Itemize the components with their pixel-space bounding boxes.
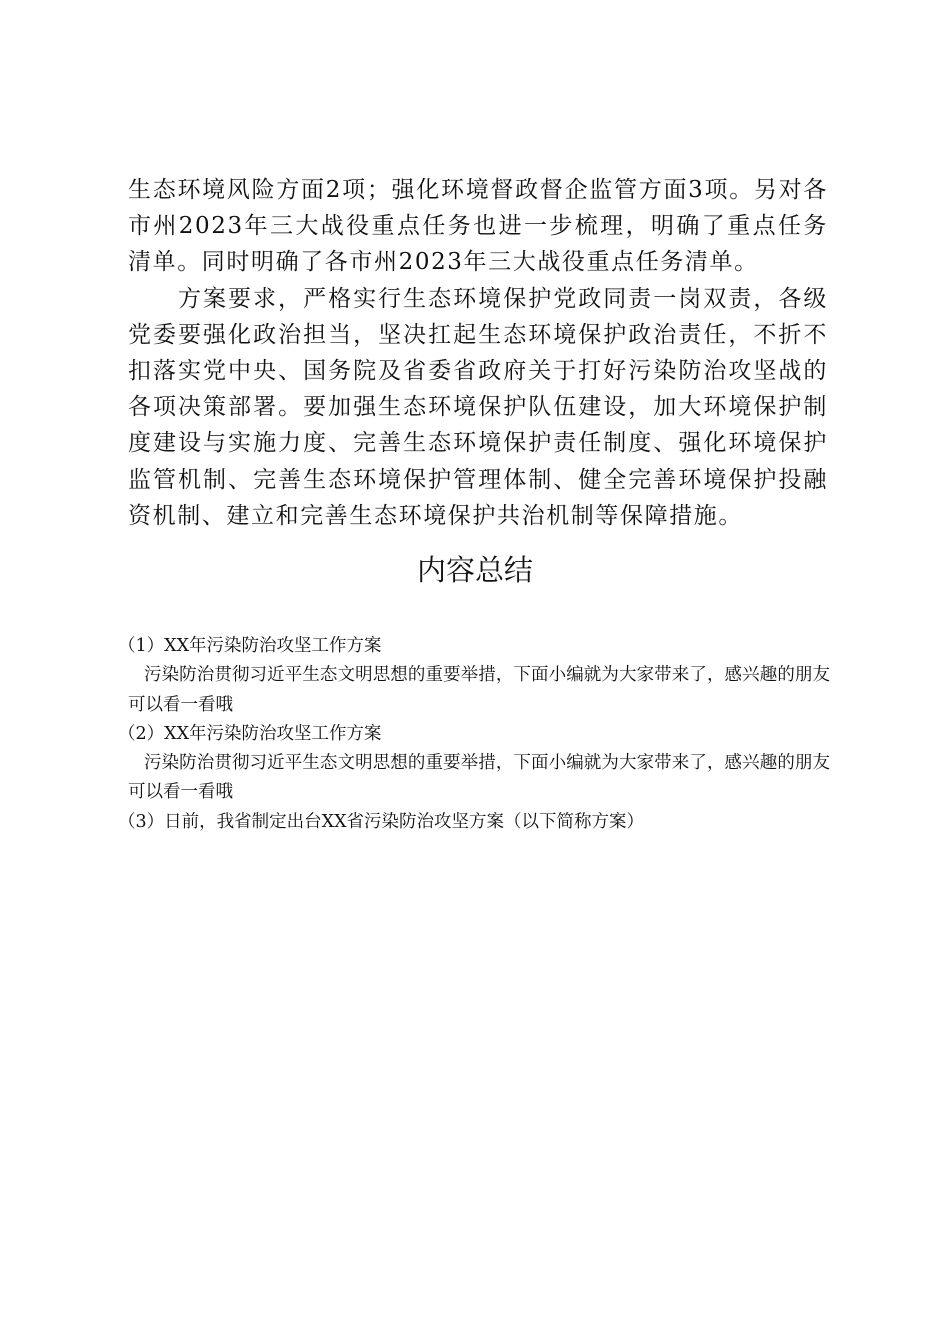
paragraph-continuation: 生态环境风险方面2项；强化环境督政督企监管方面3项。另对各市州2023年三大战役重点任务也进一步梳理，明确了重点任务清单。同时明确了各市州2023年三大战役重点任务清单。 [128,177,828,276]
summary-item-heading: （3）日前，我省制定出台XX省污染防治攻坚方案（以下简称方案） [118,811,645,832]
body-text [128,172,828,534]
summary-item-description: 污染防治贯彻习近平生态文明思想的重要举措，下面小编就为大家带来了，感兴趣的朋友可以看一看哦 [128,665,830,715]
summary-title: 内容总结 [416,553,533,587]
summary-item-heading: （1）XX年污染防治攻坚工作方案 [118,636,382,656]
summary-item-description: 污染防治贯彻习近平生态文明思想的重要举措，下面小编就为大家带来了，感兴趣的朋友可以看一看哦 [128,753,830,803]
summary-list [118,632,830,837]
summary-item-heading: （2）XX年污染防治攻坚工作方案 [118,723,382,744]
paragraph-plan-requirements: 方案要求，严格实行生态环境保护党政同责一岗双责，各级党委要强化政治担当，坚决扛起生态环境保护政治责任，不折不扣落实党中央、国务院及省委省政府关于打好污染防治攻坚战的各项决策部署。要加强生态环境保护队伍建设，加大环境保护制度建设与实施力度、完善生态环境保护责任制度、强化环境保护监管机制、完善生态环境保护管理体制、健全完善环境保护投融资机制、建立和完善生态环境保护共治机制等保障措施。 [128,285,828,529]
